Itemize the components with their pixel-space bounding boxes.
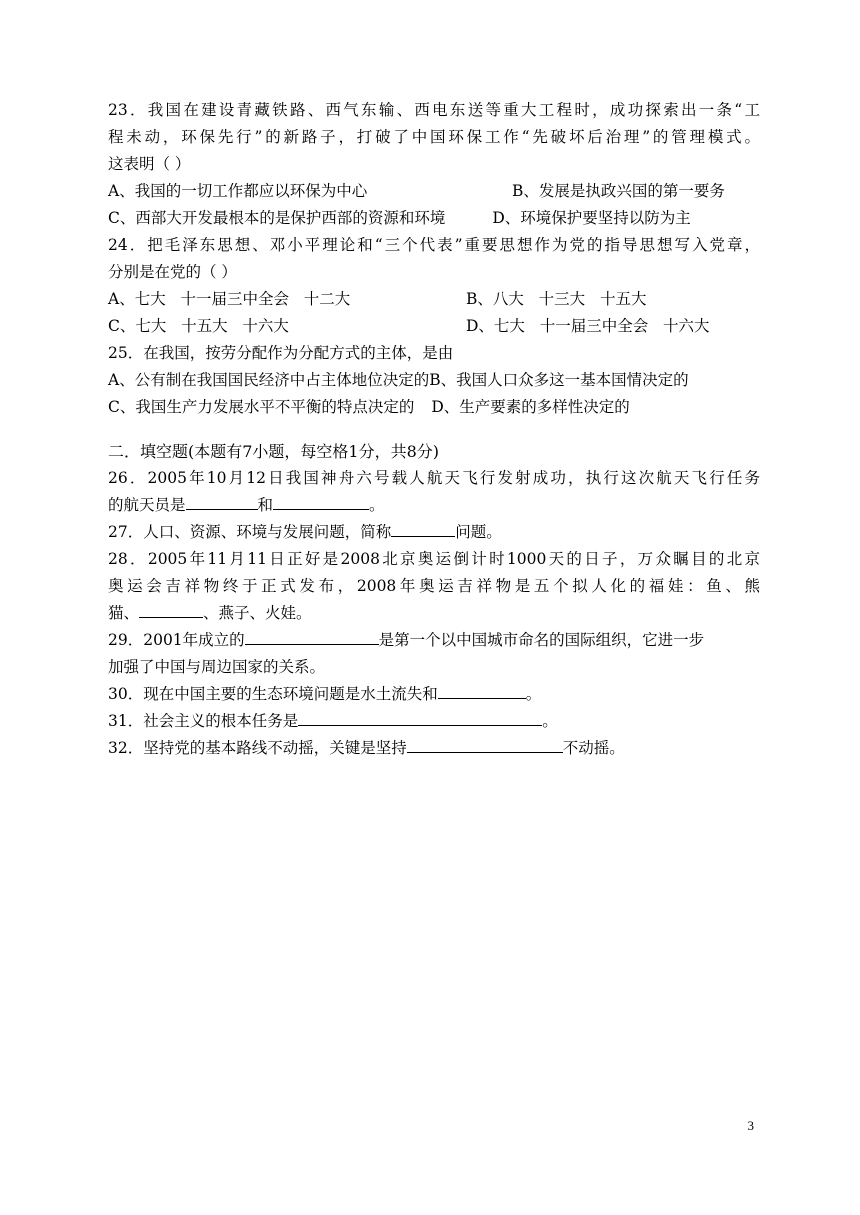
q24-stem-line-1: 24．把毛泽东思想、邓小平理论和“三个代表”重要思想作为党的指导思想写入党章， bbox=[108, 236, 760, 254]
q25-option-d: D、生产要素的多样性决定的 bbox=[431, 398, 630, 416]
q30-blank[interactable] bbox=[438, 683, 526, 699]
q27-text-2: 问题。 bbox=[455, 523, 502, 541]
q24-option-d: D、七大 十一届三中全会 十六大 bbox=[466, 317, 710, 335]
question-26 bbox=[108, 465, 760, 519]
q29-blank[interactable] bbox=[245, 629, 379, 645]
q31-text-1: 31．社会主义的根本任务是 bbox=[108, 712, 299, 730]
q29-stem-line-1 bbox=[108, 627, 760, 654]
q26-stem-line-1: 26．2005年10月12日我国神舟六号载人航天飞行发射成功，执行这次航天飞行任务 bbox=[108, 469, 760, 487]
q23-option-b: B、发展是执政兴国的第一要务 bbox=[512, 182, 725, 200]
q25-stem: 25．在我国，按劳分配作为分配方式的主体，是由 bbox=[108, 344, 454, 362]
q28-blank[interactable] bbox=[139, 602, 203, 618]
page-number: 3 bbox=[747, 1118, 754, 1133]
question-30 bbox=[108, 681, 760, 708]
q29-stem-line-2: 加强了中国与周边国家的关系。 bbox=[108, 658, 326, 676]
q23-stem-line-2: 程未动，环保先行”的新路子，打破了中国环保工作“先破坏后治理”的管理模式。 bbox=[108, 128, 760, 146]
q26-text-1: 的航天员是 bbox=[108, 496, 186, 514]
q24-option-c: C、七大 十五大 十六大 bbox=[108, 317, 289, 335]
q23-stem-line-3: 这表明（ ） bbox=[108, 155, 191, 173]
q28-text-1: 猫、 bbox=[108, 604, 140, 622]
document-page bbox=[108, 97, 760, 762]
q30-text-1: 30．现在中国主要的生态环境问题是水土流失和 bbox=[108, 685, 438, 703]
section-2-heading: 二．填空题(本题有7小题，每空格1分，共8分) bbox=[108, 442, 440, 461]
q31-text-2: 。 bbox=[542, 712, 558, 730]
q24-options-row-2 bbox=[108, 313, 760, 340]
q32-blank[interactable] bbox=[407, 737, 563, 753]
q26-blank-1[interactable] bbox=[186, 494, 258, 510]
q24-option-a: A、七大 十一届三中全会 十二大 bbox=[108, 290, 351, 308]
q23-option-a: A、我国的一切工作都应以环保为中心 bbox=[108, 182, 368, 200]
q31-blank[interactable] bbox=[298, 710, 542, 726]
q26-blank-2[interactable] bbox=[273, 494, 369, 510]
q30-text-2: 。 bbox=[525, 685, 542, 703]
q26-text-2: 和 bbox=[257, 496, 274, 514]
q27-text-1: 27．人口、资源、环境与发展问题，简称 bbox=[108, 523, 392, 541]
q29-text-2: 是第一个以中国城市命名的国际组织，它进一步 bbox=[378, 631, 705, 649]
q23-options-row-1 bbox=[108, 178, 760, 205]
q32-text-1: 32．坚持党的基本路线不动摇，关键是坚持 bbox=[108, 739, 407, 757]
question-23 bbox=[108, 97, 760, 232]
q28-stem-line-2: 奥运会吉祥物终于正式发布，2008年奥运吉祥物是五个拟人化的福娃：鱼、熊 bbox=[108, 577, 760, 595]
question-24 bbox=[108, 232, 760, 340]
q32-text-2: 不动摇。 bbox=[562, 739, 625, 757]
q25-option-b: B、我国人口众多这一基本国情决定的 bbox=[429, 371, 689, 389]
q24-option-b: B、八大 十三大 十五大 bbox=[466, 290, 647, 308]
question-28 bbox=[108, 546, 760, 627]
q25-options-row-2 bbox=[108, 394, 760, 421]
question-25 bbox=[108, 340, 760, 421]
q26-text-3: 。 bbox=[369, 496, 385, 514]
question-29 bbox=[108, 627, 760, 681]
q28-stem-line-3 bbox=[108, 600, 760, 627]
q29-text-1: 29．2001年成立的 bbox=[108, 631, 245, 649]
q26-stem-line-2 bbox=[108, 492, 760, 519]
question-27 bbox=[108, 519, 760, 546]
q25-option-c: C、我国生产力发展水平不平衡的特点决定的 bbox=[108, 398, 415, 416]
q25-options-row-1 bbox=[108, 367, 760, 394]
q28-text-2: 、燕子、火娃。 bbox=[203, 604, 312, 622]
q28-stem-line-1: 28．2005年11月11日正好是2008北京奥运倒计时1000天的日子，万众瞩目的北京 bbox=[108, 550, 760, 568]
question-31 bbox=[108, 708, 760, 735]
q23-stem-line-1: 23．我国在建设青藏铁路、西气东输、西电东送等重大工程时，成功探索出一条“工 bbox=[108, 101, 760, 119]
q24-stem-line-2: 分别是在党的（ ） bbox=[108, 263, 237, 281]
q24-options-row-1 bbox=[108, 286, 760, 313]
q23-option-d: D、环境保护要坚持以防为主 bbox=[492, 209, 691, 227]
q27-blank[interactable] bbox=[391, 521, 455, 537]
q23-option-c: C、西部大开发最根本的是保护西部的资源和环境 bbox=[108, 209, 446, 227]
question-32 bbox=[108, 735, 760, 762]
q23-options-row-2 bbox=[108, 205, 760, 232]
q25-option-a: A、公有制在我国国民经济中占主体地位决定的 bbox=[108, 371, 430, 389]
